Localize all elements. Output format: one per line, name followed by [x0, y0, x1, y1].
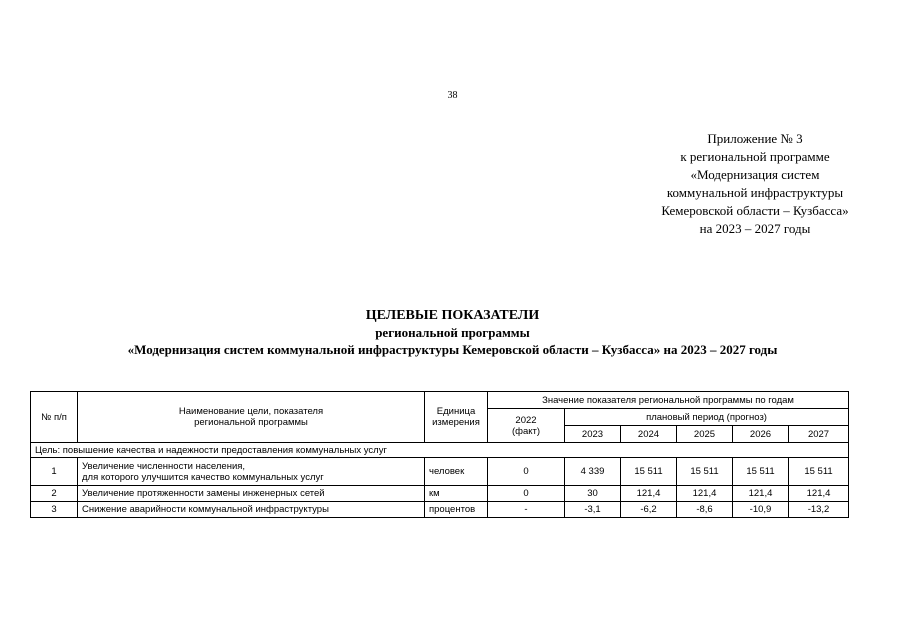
header-fact-label: (факт): [511, 425, 541, 437]
row-value: 121,4: [789, 486, 849, 502]
appendix-line: на 2023 – 2027 годы: [699, 221, 811, 236]
row-value: 15 511: [677, 458, 733, 486]
row-value: 30: [565, 486, 621, 502]
header-name-line: региональной программы: [194, 417, 308, 428]
row-value: -13,2: [789, 502, 849, 518]
row-value: 121,4: [677, 486, 733, 502]
header-name: [78, 392, 425, 443]
row-fact: 0: [488, 458, 565, 486]
row-value: -6,2: [621, 502, 677, 518]
row-name: Увеличение протяженности замены инженерных сетей: [78, 486, 425, 502]
row-name-line: для которого улучшится качество коммунальных услуг: [82, 471, 324, 483]
appendix-line: Кемеровской области – Кузбасса»: [661, 203, 849, 218]
header-year: 2025: [677, 426, 733, 443]
goal-text: Цель: повышение качества и надежности предоставления коммунальных услуг: [31, 443, 849, 458]
heading-title: ЦЕЛЕВЫЕ ПОКАЗАТЕЛИ: [365, 308, 540, 323]
heading-subtitle: региональной программы: [375, 325, 530, 340]
appendix-line: «Модернизация систем: [690, 167, 820, 182]
row-unit: км: [425, 486, 488, 502]
row-unit: процентов: [425, 502, 488, 518]
row-value: 121,4: [733, 486, 789, 502]
page-number: 38: [447, 90, 458, 101]
row-name-line: Увеличение численности населения,: [82, 460, 246, 472]
table-row: [31, 458, 849, 486]
indicators-table: [30, 391, 849, 518]
table-row: [31, 502, 849, 518]
header-values-group: Значение показателя региональной программы по годам: [488, 392, 849, 409]
header-year: 2027: [789, 426, 849, 443]
appendix-line: коммунальной инфраструктуры: [666, 185, 844, 200]
row-num: 3: [31, 502, 78, 518]
row-value: -8,6: [677, 502, 733, 518]
appendix-line: к региональной программе: [680, 149, 830, 164]
header-unit-line: Единица: [436, 406, 476, 417]
row-value: 15 511: [621, 458, 677, 486]
header-row: [31, 392, 849, 409]
row-value: 121,4: [621, 486, 677, 502]
heading-program: «Модернизация систем коммунальной инфраструктуры Кемеровской области – Кузбасса» на 2023 – 2027 годы: [127, 342, 778, 357]
document-heading: [0, 307, 905, 358]
appendix-line: Приложение № 3: [707, 131, 803, 146]
row-unit: человек: [425, 458, 488, 486]
header-year: 2023: [565, 426, 621, 443]
row-num: 1: [31, 458, 78, 486]
row-value: -3,1: [565, 502, 621, 518]
header-name-line: Наименование цели, показателя: [178, 406, 324, 417]
row-num: 2: [31, 486, 78, 502]
appendix-note: [610, 130, 900, 238]
row-name: [78, 458, 425, 486]
row-value: 15 511: [733, 458, 789, 486]
header-num: № п/п: [31, 392, 78, 443]
goal-row: [31, 443, 849, 458]
header-planned: плановый период (прогноз): [565, 409, 849, 426]
header-year: 2026: [733, 426, 789, 443]
header-fact-year: 2022: [515, 414, 537, 426]
row-name: Снижение аварийности коммунальной инфраструктуры: [78, 502, 425, 518]
header-fact: [488, 409, 565, 443]
row-value: 15 511: [789, 458, 849, 486]
header-year: 2024: [621, 426, 677, 443]
row-value: 4 339: [565, 458, 621, 486]
table-row: [31, 486, 849, 502]
header-unit: [425, 392, 488, 443]
header-unit-line: измерения: [432, 417, 480, 428]
row-fact: 0: [488, 486, 565, 502]
row-fact: -: [488, 502, 565, 518]
row-value: -10,9: [733, 502, 789, 518]
